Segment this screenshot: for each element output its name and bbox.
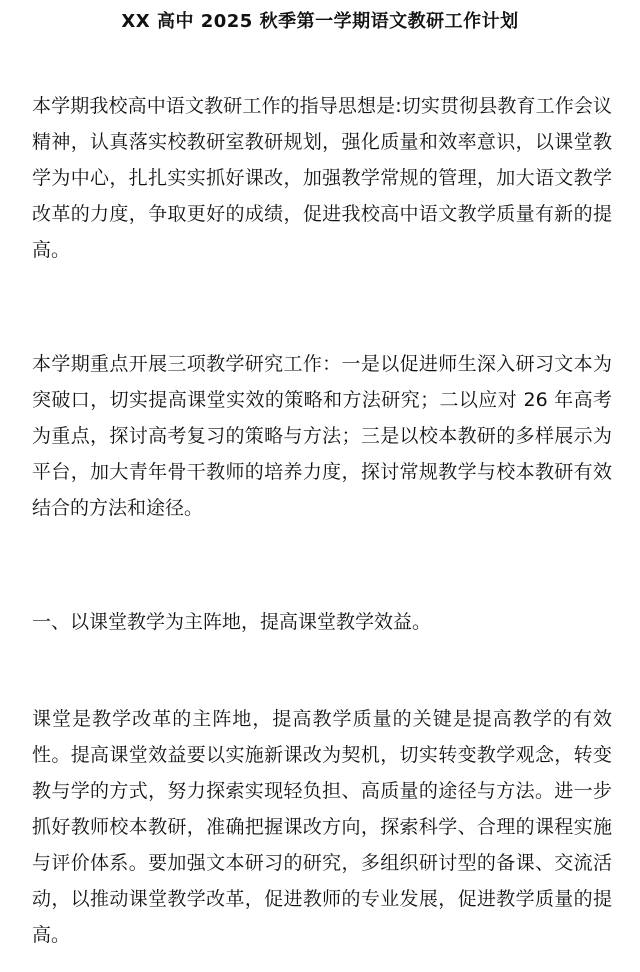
paragraph-guiding-ideology: 本学期我校高中语文教研工作的指导思想是:切实贯彻县教育工作会议精神，认真落实校教研室教研规划，强化质量和效率意识，以课堂教学为中心，扎扎实实抓好课改，加强教学常规的管理，加大语文教学改革的力度，争取更好的成绩，促进我校高中语文教学质量有新的提高。 xyxy=(32,95,612,261)
document-title: XX 高中 2025 秋季第一学期语文教研工作计划 xyxy=(121,11,519,32)
section-heading-1: 一、以课堂教学为主阵地，提高课堂教学效益。 xyxy=(32,611,432,633)
paragraph-research-focus: 本学期重点开展三项教学研究工作：一是以促进师生深入研习文本为突破口，切实提高课堂实效的策略和方法研究；二以应对 26 年高考为重点，探讨高考复习的策略与方法；三是以校本教研的多样展示为平台，加大青年骨干教师的培养力度，探讨常规教学与校本教研有效结合的方法和途径。 xyxy=(32,353,612,519)
paragraph-classroom-teaching: 课堂是教学改革的主阵地，提高教学质量的关键是提高教学的有效性。提高课堂效益要以实施新课改为契机，切实转变教学观念，转变教与学的方式，努力探索实现轻负担、高质量的途径与方法。进一步抓好教师校本教研，准确把握课改方向，探索科学、合理的课程实施与评价体系。要加强文本研习的研究，多组织研讨型的备课、交流活动，以推动课堂教学改革，促进教师的专业发展，促进教学质量的提高。 xyxy=(32,708,612,946)
